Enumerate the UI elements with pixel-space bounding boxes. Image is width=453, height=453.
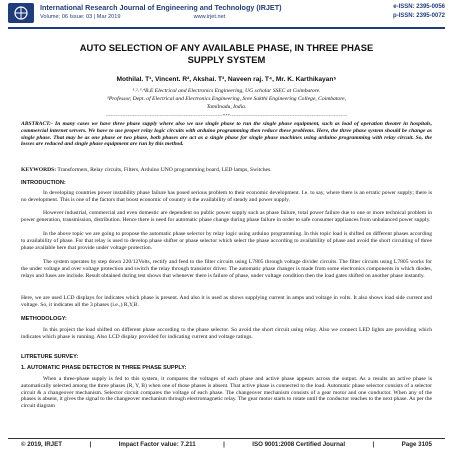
journal-header	[8, 3, 445, 25]
affiliation-2: ⁵Professor, Dept. of Electrical and Electronics Engineering, Sree Sakthi Engineering College, Coimbatore,	[106, 96, 347, 102]
keywords-text: Transformers, Relay circuits, Filters, Arduino UNO programming board, LED lamps, Switches.	[56, 167, 272, 173]
literature-heading: LITRETURE SURVEY:	[21, 354, 79, 360]
page-footer: © 2019, IRJET | Impact Factor value: 7.211 | ISO 9001:2008 Certified Journal | Page 3105	[21, 441, 432, 448]
literature-subheading: 1. AUTOMATIC PHASE DETECTOR IN THREE PHASE SUPPLY:	[21, 365, 187, 371]
intro-paragraph-1: In developing countries power instability phase failure has posed serious problem to their economic development. I.e. to say, where there is an erratic power supply; there is no development. This is one of the factors that boost economic of country is the availability of steady and power supply.	[21, 190, 432, 203]
footer-iso: ISO 9001:2008 Certified Journal	[252, 441, 346, 448]
section-divider: ---------------------------------------------------------------------***---------------------------------------------------------------------	[105, 113, 348, 118]
eissn: e-ISSN: 2395-0056	[393, 4, 445, 10]
intro-paragraph-4: The system operates by step down 220/12Volts, rectify and feed to the filter circuits using L7805 through voltage divider circuits. The filter circuits using L7805 works for the under voltage and over voltage protection and switch the relay through transistor driver. The automatic phase changer is made from some electronics components in which diodes, relays and fuses are include. Result obtained during test shows that whenever there is failure of phase, under voltage condition then the load gates shifted on another phase instantly.	[21, 259, 432, 279]
intro-paragraph-3: In the above topic we are going to propose the automatic phase selector by relay logic using arduino programming. In this topic load is shifted on different phases according to availability of phase. For that relay is used to develop phase shifter or phase selector which select the phase according to availability of phase and avoid the short circuiting of three phase available here that provide under voltage protection.	[21, 231, 432, 251]
keywords	[21, 167, 432, 174]
affiliation-1: ¹˒²˒³˒⁴B.E Electrical and Electronics Engineering, UG scholar SSEC at Coimbatore.	[132, 88, 321, 94]
abstract-label: ABSTRACT:-	[21, 121, 53, 127]
abstract	[21, 121, 432, 148]
journal-website[interactable]: www.irjet.net	[193, 14, 226, 20]
intro-paragraph-2: However industrial, commercial and even domestic are dependent on public power supply such as phase failure, total power failure due to one or more technical problem in power generation, transmission, distribution. Hence there is need for automatic phase change during phase failure in order to safe consumer appliances from unbalanced power supply.	[21, 210, 432, 223]
paper-title: AUTO SELECTION OF ANY AVAILABLE PHASE, IN THREE PHASE SUPPLY SYSTEM	[79, 42, 374, 65]
keywords-label: KEYWORDS:	[21, 167, 57, 173]
journal-title: International Research Journal of Engineering and Technology (IRJET)	[40, 3, 282, 12]
methodology-heading: METHODOLOGY:	[21, 316, 67, 322]
affiliation-3: Tamilnadu, India.	[206, 104, 247, 110]
pissn: p-ISSN: 2395-0072	[392, 13, 445, 19]
footer-copyright: © 2019, IRJET	[21, 441, 63, 448]
footer-impact-factor: Impact Factor value: 7.211	[118, 441, 196, 448]
irjet-logo	[8, 3, 34, 23]
author-list: Mothilal. T¹, Vincent. R², Akshai. T³, Naveen raj. T⁴, Mr. K. Karthikayan⁵	[116, 76, 337, 83]
volume-line: Volume: 06 Issue: 03 | Mar 2019	[40, 14, 121, 20]
abstract-text: In many cases we have three phase supply where also we use single phase to run the single phase equipment, such as load of operation theater in hospitals, commercial internet servers. We have to use proper relay logic circuits with arduino programming then reduce these problems. Here, the three phase system should be change as single phase. That may be as one phase or two phase, both phases are act as a single phase for single phase machines using arduino programming with relay circuit. So, the losses are reduced and single phase equipment are run by this method.	[21, 121, 432, 148]
footer-page-number: Page 3105	[401, 441, 432, 448]
methodology-paragraph: In this project the load shifted on different phase according to the phase selector. So avoid the short circuit using relay. Also we connect LED lights are providing which indicates which phase is running. Also LCD display provided for indicating current and voltage ratings.	[21, 327, 432, 340]
header-rule	[8, 27, 445, 29]
intro-paragraph-5: Here, we are used LCD displays for indicates which phase is present. And also it is used as shows supplying current in amps and voltage in volts. It also shows load side current and voltage. So, it indicates all the 3 phases (i.e.,) R,Y,B.	[21, 295, 432, 308]
footer-rule	[8, 438, 445, 439]
introduction-heading: INTRODUCTION:	[21, 180, 66, 186]
literature-paragraph: When a three-phase supply is fed to this system, it compares the voltages of each phase and active phase appears across the output. As a results an active phase is automatically selected among the three phases (R, Y, B) when one of those phases is absent. That active phase is connected to the load. Automatic phase selector consists of a selector circuit & a changeover mechanism. Selector circuit compares the voltage of each phase. The changeover mechanism consists of a gear motor and one conductor. When any of the phases is absent, it gives the signal to the changeover mechanism through electromagnetic relay. The gear motor starts to rotate until the conductor reaches to the next phase. As per the circuit diagram	[21, 376, 432, 410]
